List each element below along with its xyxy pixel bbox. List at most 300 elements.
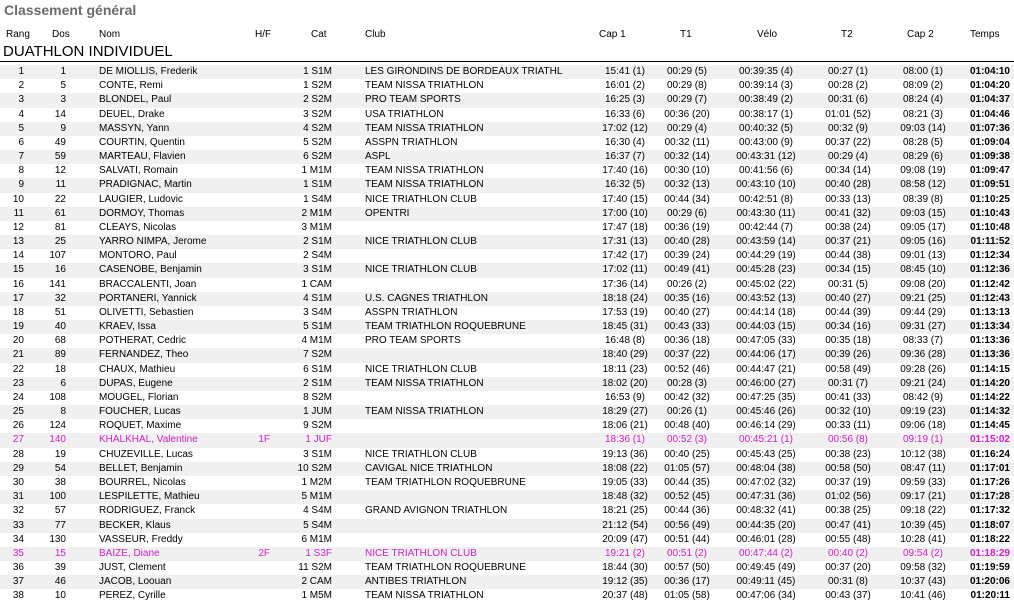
- cell-t1: 00:39 (24): [664, 250, 710, 262]
- cell-nom: YARRO NIMPA, Jerome: [99, 236, 207, 248]
- cell-nom: BECKER, Klaus: [99, 519, 171, 531]
- cell-nom: OLIVETTI, Sebastien: [99, 306, 194, 318]
- cell-temps: 01:14:20: [969, 377, 1010, 389]
- cell-temps: 01:14:15: [969, 363, 1010, 375]
- cell-cat: 1 CAM: [301, 278, 332, 290]
- cell-club: TEAM TRIATHLON ROQUEBRUNE: [365, 562, 526, 574]
- col-header-rang[interactable]: Rang: [6, 29, 30, 40]
- cell-velo: 00:45:21 (1): [739, 434, 793, 446]
- table-row[interactable]: [0, 348, 1014, 362]
- cell-t2: 00:31 (6): [827, 94, 869, 106]
- cell-t1: 00:56 (49): [664, 519, 710, 531]
- cell-dos: 40: [54, 321, 66, 333]
- cell-velo: 00:44:29 (19): [736, 250, 796, 262]
- table-row[interactable]: [0, 79, 1014, 93]
- cell-temps: 01:12:36: [969, 264, 1010, 276]
- cell-cap2: 08:29 (6): [902, 151, 944, 163]
- cell-t1: 01:05 (57): [664, 462, 710, 474]
- cell-dos: 5: [60, 80, 66, 92]
- cell-rang: 16: [12, 278, 24, 290]
- cell-nom: RODRIGUEZ, Franck: [99, 505, 196, 517]
- cell-t1: 00:52 (46): [664, 363, 710, 375]
- col-header-cap2[interactable]: Cap 2: [907, 29, 934, 40]
- cell-cap2: 09:54 (2): [902, 547, 944, 559]
- cell-t2: 00:28 (2): [827, 80, 869, 92]
- cell-club: PRO TEAM SPORTS: [365, 335, 461, 347]
- cell-velo: 00:44:03 (15): [736, 321, 796, 333]
- cell-rang: 10: [12, 193, 24, 205]
- cell-rang: 14: [12, 250, 24, 262]
- cell-rang: 13: [12, 236, 24, 248]
- cell-cap1: 19:05 (33): [602, 476, 648, 488]
- cell-cap1: 16:32 (5): [604, 179, 646, 191]
- cell-nom: LESPILETTE, Mathieu: [99, 491, 200, 503]
- table-row[interactable]: [0, 178, 1014, 192]
- table-row[interactable]: [0, 249, 1014, 263]
- cell-dos: 3: [60, 94, 66, 106]
- cell-temps: 01:14:32: [969, 406, 1010, 418]
- cell-temps: 01:09:47: [969, 165, 1010, 177]
- cell-dos: 10: [54, 590, 66, 602]
- cell-t2: 00:55 (48): [825, 533, 871, 545]
- cell-temps: 01:18:29: [969, 547, 1010, 559]
- table-row[interactable]: [0, 136, 1014, 150]
- cell-nom: BELLET, Benjamin: [99, 462, 183, 474]
- cell-dos: 89: [54, 349, 66, 361]
- cell-temps: 01:17:01: [969, 462, 1010, 474]
- cell-cap1: 17:53 (19): [602, 306, 648, 318]
- cell-rang: 24: [12, 391, 24, 403]
- cell-dos: 61: [54, 207, 66, 219]
- cell-t2: 00:35 (18): [825, 335, 871, 347]
- cell-temps: 01:13:36: [969, 349, 1010, 361]
- cell-velo: 00:39:35 (4): [739, 66, 793, 77]
- cell-rang: 15: [12, 264, 24, 276]
- cell-cat: 3 M1M: [301, 221, 332, 233]
- cell-cap1: 18:02 (20): [602, 377, 648, 389]
- cell-cap1: 16:33 (6): [604, 108, 646, 120]
- table-row[interactable]: [0, 320, 1014, 334]
- cell-temps: 01:15:02: [969, 434, 1010, 446]
- cell-cat: 1 S1M: [303, 66, 332, 77]
- cell-club: ASPL: [365, 151, 391, 163]
- cell-cap2: 10:41 (46): [900, 590, 946, 602]
- cell-dos: 39: [54, 562, 66, 574]
- cell-rang: 12: [12, 221, 24, 233]
- cell-velo: 00:49:11 (45): [736, 576, 796, 588]
- cell-rang: 7: [18, 151, 24, 163]
- cell-cap1: 17:00 (10): [602, 207, 648, 219]
- cell-dos: 32: [54, 292, 66, 304]
- cell-t1: 00:29 (4): [666, 122, 708, 134]
- cell-cap2: 09:58 (32): [900, 562, 946, 574]
- cell-t2: 00:43 (37): [825, 590, 871, 602]
- cell-temps: 01:04:20: [969, 80, 1010, 92]
- cell-velo: 00:45:28 (23): [736, 264, 796, 276]
- cell-cap2: 09:08 (20): [900, 278, 946, 290]
- cell-club: NICE TRIATHLON CLUB: [365, 193, 477, 205]
- cell-cat: 6 S1M: [303, 363, 332, 375]
- cell-nom: DUPAS, Eugene: [99, 377, 173, 389]
- cell-temps: 01:09:04: [969, 136, 1010, 148]
- cell-dos: 77: [54, 519, 66, 531]
- table-row[interactable]: [0, 164, 1014, 178]
- cell-t1: 00:35 (16): [664, 292, 710, 304]
- cell-t1: 00:43 (33): [664, 321, 710, 333]
- cell-cap2: 09:03 (14): [900, 122, 946, 134]
- cell-t1: 00:40 (25): [664, 448, 710, 460]
- cell-cap1: 17:42 (17): [602, 250, 648, 262]
- cell-t2: 00:37 (22): [825, 136, 871, 148]
- table-row[interactable]: [0, 419, 1014, 433]
- cell-dos: 108: [49, 391, 66, 403]
- cell-t2: 00:38 (24): [825, 221, 871, 233]
- col-header-t2[interactable]: T2: [841, 29, 853, 40]
- cell-cap2: 08:47 (11): [900, 462, 946, 474]
- cell-velo: 00:47:02 (32): [736, 476, 796, 488]
- cell-cat: 2 M1M: [301, 207, 332, 219]
- cell-nom: BAIZE, Diane: [99, 547, 160, 559]
- cell-nom: MONTORO, Paul: [99, 250, 177, 262]
- table-row[interactable]: [0, 108, 1014, 122]
- table-row[interactable]: [0, 490, 1014, 504]
- cell-nom: POTHERAT, Cedric: [99, 335, 187, 347]
- cell-velo: 00:41:56 (6): [739, 165, 793, 177]
- cell-cap1: 17:47 (18): [602, 221, 648, 233]
- cell-rang: 26: [12, 420, 24, 432]
- table-row[interactable]: [0, 433, 1014, 447]
- cell-dos: 19: [54, 448, 66, 460]
- cell-t2: 00:58 (50): [825, 462, 871, 474]
- cell-nom: BLONDEL, Paul: [99, 94, 172, 106]
- cell-club: TEAM NISSA TRIATHLON: [365, 590, 484, 602]
- cell-t1: 00:51 (44): [664, 533, 710, 545]
- cell-t2: 00:40 (2): [827, 547, 869, 559]
- table-row[interactable]: [0, 292, 1014, 306]
- cell-rang: 38: [12, 590, 24, 602]
- cell-cat: 3 S1M: [303, 264, 332, 276]
- table-row[interactable]: [0, 448, 1014, 462]
- cell-cap1: 18:40 (29): [602, 349, 648, 361]
- cell-rang: 23: [12, 377, 24, 389]
- cell-nom: LAUGIER, Ludovic: [99, 193, 183, 205]
- cell-cat: 3 S2M: [303, 108, 332, 120]
- cell-cat: 1 M2M: [301, 476, 332, 488]
- cell-cat: 3 S4M: [303, 306, 332, 318]
- cell-dos: 46: [54, 576, 66, 588]
- cell-velo: 00:38:49 (2): [739, 94, 793, 106]
- cell-temps: 01:16:24: [969, 448, 1010, 460]
- cell-t1: 00:42 (32): [664, 391, 710, 403]
- cell-temps: 01:04:10: [969, 66, 1010, 77]
- table-row[interactable]: [0, 65, 1014, 79]
- cell-club: NICE TRIATHLON CLUB: [365, 236, 477, 248]
- cell-cap1: 18:36 (1): [604, 434, 646, 446]
- cell-t1: 00:40 (27): [664, 306, 710, 318]
- cell-velo: 00:47:31 (36): [736, 491, 796, 503]
- cell-dos: 22: [54, 193, 66, 205]
- cell-t2: 00:41 (32): [825, 207, 871, 219]
- table-row[interactable]: [0, 263, 1014, 277]
- cell-velo: 00:43:00 (9): [739, 136, 793, 148]
- cell-dos: 81: [54, 221, 66, 233]
- cell-temps: 01:13:36: [969, 335, 1010, 347]
- cell-dos: 124: [49, 420, 66, 432]
- cell-dos: 6: [60, 377, 66, 389]
- cell-t1: 00:57 (50): [664, 562, 710, 574]
- col-header-temps[interactable]: Temps: [970, 29, 1000, 40]
- cell-rang: 34: [12, 533, 24, 545]
- cell-club: OPENTRI: [365, 207, 410, 219]
- cell-cat: 1 S1M: [303, 179, 332, 191]
- cell-cap2: 08:00 (1): [902, 66, 944, 77]
- cell-cap1: 16:25 (3): [604, 94, 646, 106]
- cell-cap1: 21:12 (54): [602, 519, 648, 531]
- cell-velo: 00:47:05 (33): [736, 335, 796, 347]
- cell-t2: 00:38 (23): [825, 448, 871, 460]
- cell-t1: 00:51 (2): [666, 547, 708, 559]
- cell-nom: SALVATI, Romain: [99, 165, 178, 177]
- cell-dos: 9: [60, 122, 66, 134]
- table-row[interactable]: [0, 547, 1014, 561]
- cell-club: TEAM NISSA TRIATHLON: [365, 165, 484, 177]
- cell-rang: 17: [12, 292, 24, 304]
- cell-t2: 00:33 (13): [825, 193, 871, 205]
- cell-velo: 00:44:06 (17): [736, 349, 796, 361]
- table-row[interactable]: [0, 533, 1014, 547]
- col-header-nom[interactable]: Nom: [99, 29, 121, 40]
- col-header-club[interactable]: Club: [365, 29, 386, 40]
- table-row[interactable]: [0, 150, 1014, 164]
- table-row[interactable]: [0, 363, 1014, 377]
- cell-cap1: 20:37 (48): [602, 590, 648, 602]
- cell-temps: 01:18:22: [969, 533, 1010, 545]
- cell-dos: 130: [49, 533, 66, 545]
- cell-t1: 00:49 (41): [664, 264, 710, 276]
- cell-cap2: 09:05 (16): [900, 236, 946, 248]
- cell-cap2: 08:24 (4): [902, 94, 944, 106]
- cell-t2: 01:01 (52): [825, 108, 871, 120]
- cell-cap1: 17:40 (16): [602, 165, 648, 177]
- cell-t2: 00:37 (20): [825, 562, 871, 574]
- cell-cap2: 09:21 (24): [900, 377, 946, 389]
- cell-rang: 21: [12, 349, 24, 361]
- cell-club: TEAM NISSA TRIATHLON: [365, 179, 484, 191]
- cell-t2: 00:32 (10): [825, 406, 871, 418]
- cell-dos: 59: [54, 151, 66, 163]
- cell-t2: 00:40 (28): [825, 179, 871, 191]
- cell-nom: ROQUET, Maxime: [99, 420, 182, 432]
- cell-cap1: 18:48 (32): [602, 491, 648, 503]
- table-row[interactable]: [0, 589, 1014, 603]
- section-title: DUATHLON INDIVIDUEL: [3, 43, 173, 60]
- cell-cat: 2 S4M: [303, 250, 332, 262]
- cell-t1: 00:52 (3): [666, 434, 708, 446]
- cell-t2: 00:34 (16): [825, 321, 871, 333]
- cell-cap2: 08:33 (7): [902, 335, 944, 347]
- cell-cat: 2 S1M: [303, 236, 332, 248]
- cell-club: TEAM NISSA TRIATHLON: [365, 406, 484, 418]
- cell-rang: 20: [12, 335, 24, 347]
- table-row[interactable]: [0, 377, 1014, 391]
- cell-rang: 31: [12, 491, 24, 503]
- table-row[interactable]: [0, 93, 1014, 107]
- cell-club: LES GIRONDINS DE BORDEAUX TRIATHL: [365, 66, 563, 77]
- cell-velo: 00:45:02 (22): [736, 278, 796, 290]
- cell-rang: 29: [12, 462, 24, 474]
- cell-rang: 18: [12, 306, 24, 318]
- cell-velo: 00:45:46 (26): [736, 406, 796, 418]
- table-row[interactable]: [0, 462, 1014, 476]
- cell-t1: 00:36 (19): [664, 221, 710, 233]
- table-row[interactable]: [0, 519, 1014, 533]
- cell-cat: 4 M1M: [301, 335, 332, 347]
- cell-temps: 01:12:42: [969, 278, 1010, 290]
- cell-cap2: 09:01 (13): [900, 250, 946, 262]
- cell-temps: 01:07:36: [969, 122, 1010, 134]
- table-row[interactable]: [0, 306, 1014, 320]
- cell-velo: 00:42:51 (8): [739, 193, 793, 205]
- cell-t1: 00:32 (14): [664, 151, 710, 163]
- cell-dos: 25: [54, 236, 66, 248]
- cell-temps: 01:10:25: [969, 193, 1010, 205]
- cell-hf: 2F: [258, 547, 270, 559]
- cell-temps: 01:12:43: [969, 292, 1010, 304]
- cell-nom: COURTIN, Quentin: [99, 136, 185, 148]
- cell-dos: 15: [54, 547, 66, 559]
- cell-rang: 25: [12, 406, 24, 418]
- cell-cap2: 09:17 (21): [900, 491, 946, 503]
- cell-temps: 01:10:48: [969, 221, 1010, 233]
- table-row[interactable]: [0, 476, 1014, 490]
- cell-t2: 01:02 (56): [825, 491, 871, 503]
- cell-rang: 27: [12, 434, 24, 446]
- cell-club: U.S. CAGNES TRIATHLON: [365, 292, 488, 304]
- cell-nom: MARTEAU, Flavien: [99, 151, 186, 163]
- cell-cat: 11 S2M: [298, 562, 332, 574]
- cell-rang: 11: [13, 207, 24, 219]
- cell-temps: 01:14:22: [969, 391, 1010, 403]
- cell-cap1: 18:08 (22): [602, 462, 648, 474]
- table-row[interactable]: [0, 221, 1014, 235]
- cell-cat: 1 S3F: [305, 547, 332, 559]
- cell-t2: 00:38 (25): [825, 505, 871, 517]
- cell-t2: 00:44 (39): [825, 306, 871, 318]
- cell-temps: 01:17:26: [969, 476, 1010, 488]
- cell-nom: JUST, Clement: [99, 562, 166, 574]
- cell-velo: 00:43:10 (10): [736, 179, 796, 191]
- cell-cap1: 18:45 (31): [602, 321, 648, 333]
- cell-rang: 30: [12, 476, 24, 488]
- cell-temps: 01:17:28: [969, 491, 1010, 503]
- cell-dos: 11: [55, 179, 66, 191]
- table-row[interactable]: [0, 561, 1014, 575]
- cell-cap2: 09:05 (17): [900, 221, 946, 233]
- cell-velo: 00:43:59 (14): [736, 236, 796, 248]
- cell-cat: 1 JUF: [305, 434, 332, 446]
- cell-cap2: 09:03 (15): [900, 207, 946, 219]
- cell-nom: KRAEV, Issa: [99, 321, 156, 333]
- cell-cat: 9 S2M: [303, 420, 332, 432]
- cell-cap2: 08:28 (5): [902, 136, 944, 148]
- table-row[interactable]: [0, 278, 1014, 292]
- col-header-dos[interactable]: Dos: [52, 29, 70, 40]
- table-row[interactable]: [0, 334, 1014, 348]
- cell-dos: 49: [54, 136, 66, 148]
- table-row[interactable]: [0, 207, 1014, 221]
- cell-nom: PRADIGNAC, Martin: [99, 179, 192, 191]
- cell-cap2: 09:59 (33): [900, 476, 946, 488]
- cell-dos: 68: [54, 335, 66, 347]
- table-row[interactable]: [0, 122, 1014, 136]
- cell-t1: 00:44 (34): [664, 193, 710, 205]
- cell-cap2: 09:08 (19): [900, 165, 946, 177]
- table-row[interactable]: [0, 575, 1014, 589]
- cell-velo: 00:39:14 (3): [739, 80, 793, 92]
- col-header-cat[interactable]: Cat: [311, 29, 327, 40]
- cell-cat: 1 S2M: [303, 80, 332, 92]
- cell-rang: 3: [18, 94, 24, 106]
- cell-velo: 00:49:45 (49): [736, 562, 796, 574]
- cell-club: TEAM TRIATHLON ROQUEBRUNE: [365, 321, 526, 333]
- cell-t1: 00:29 (7): [666, 94, 708, 106]
- cell-t2: 00:44 (38): [825, 250, 871, 262]
- col-header-velo[interactable]: Vélo: [757, 29, 778, 40]
- table-row[interactable]: [0, 235, 1014, 249]
- col-header-hf[interactable]: H/F: [255, 29, 272, 40]
- cell-velo: 00:47:06 (34): [736, 590, 796, 602]
- cell-temps: 01:04:46: [969, 108, 1010, 120]
- cell-club: GRAND AVIGNON TRIATHLON: [365, 505, 508, 517]
- cell-t1: 00:29 (6): [666, 207, 708, 219]
- cell-nom: CLEAYS, Nicolas: [99, 221, 177, 233]
- cell-cap2: 09:28 (26): [900, 363, 946, 375]
- cell-dos: 8: [60, 406, 66, 418]
- table-row[interactable]: [0, 504, 1014, 518]
- cell-t1: 00:44 (35): [664, 476, 710, 488]
- cell-nom: VASSEUR, Freddy: [99, 533, 183, 545]
- cell-cat: 5 M1M: [301, 491, 332, 503]
- cell-club: USA TRIATHLON: [365, 108, 444, 120]
- cell-nom: DORMOY, Thomas: [99, 207, 185, 219]
- cell-dos: 14: [54, 108, 66, 120]
- table-row[interactable]: [0, 405, 1014, 419]
- cell-cap1: 15:41 (1): [604, 66, 646, 77]
- cell-temps: 01:11:52: [970, 236, 1010, 248]
- col-header-cap1[interactable]: Cap 1: [599, 29, 626, 40]
- cell-cat: 5 S4M: [303, 519, 332, 531]
- cell-cap2: 10:28 (41): [900, 533, 946, 545]
- cell-cap2: 10:39 (45): [900, 519, 946, 531]
- cell-nom: BRACCALENTI, Joan: [99, 278, 197, 290]
- cell-rang: 9: [18, 179, 24, 191]
- cell-velo: 00:46:01 (28): [736, 533, 796, 545]
- cell-cap2: 10:37 (43): [900, 576, 946, 588]
- cell-cap2: 09:18 (22): [900, 505, 946, 517]
- table-row[interactable]: [0, 193, 1014, 207]
- cell-t2: 00:31 (5): [827, 278, 869, 290]
- table-row[interactable]: [0, 391, 1014, 405]
- col-header-t1[interactable]: T1: [680, 29, 692, 40]
- cell-club: ANTIBES TRIATHLON: [365, 576, 467, 588]
- cell-nom: DEUEL, Drake: [99, 108, 165, 120]
- cell-club: PRO TEAM SPORTS: [365, 94, 461, 106]
- cell-velo: 00:44:14 (18): [736, 306, 796, 318]
- cell-cap2: 09:44 (29): [900, 306, 946, 318]
- cell-velo: 00:46:00 (27): [736, 377, 796, 389]
- cell-t1: 00:37 (22): [664, 349, 710, 361]
- cell-cat: 4 S1M: [303, 292, 332, 304]
